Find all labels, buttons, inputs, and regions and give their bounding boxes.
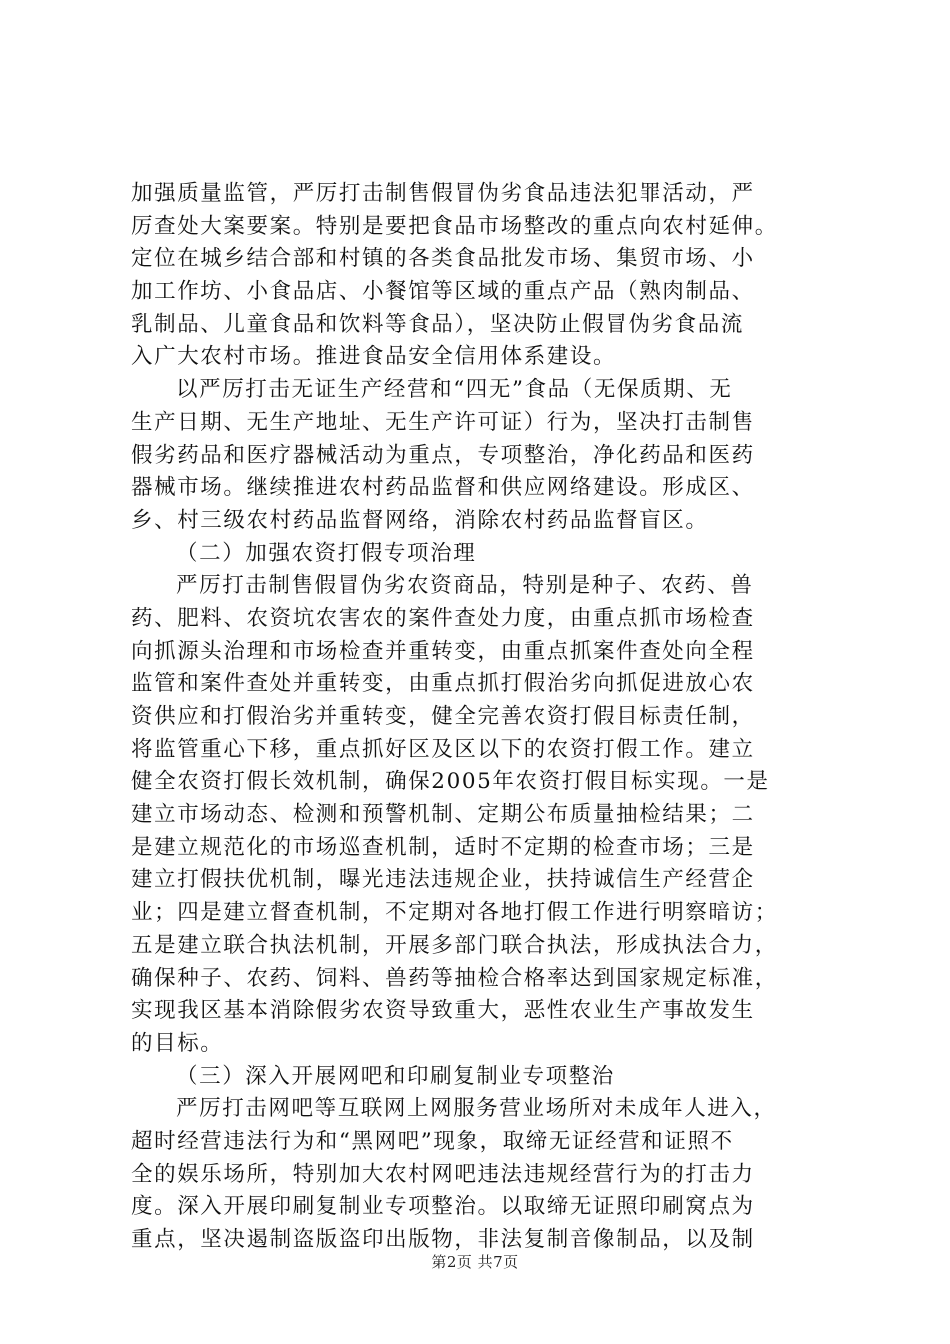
text-line: 向抓源头治理和市场检查并重转变，由重点抓案件查处向全程 — [131, 638, 755, 664]
text-line: 定位在城乡结合部和村镇的各类食品批发市场、集贸市场、小 — [131, 246, 755, 272]
text-line: 全的娱乐场所，特别加大农村网吧违法违规经营行为的打击力 — [131, 1161, 755, 1187]
text-line: 健全农资打假长效机制，确保2005年农资打假目标实现。一是 — [131, 769, 770, 795]
text-line: 入广大农村市场。推进食品安全信用体系建设。 — [131, 344, 617, 370]
text-line: 生产日期、无生产地址、无生产许可证）行为，坚决打击制售 — [131, 409, 755, 435]
text-line: 五是建立联合执法机制，开展多部门联合执法，形成执法合力， — [131, 932, 778, 958]
paragraph-first-line: 严厉打击网吧等互联网上网服务营业场所对未成年人进入， — [176, 1096, 777, 1122]
text-line: 加工作坊、小食品店、小餐馆等区域的重点产品（熟肉制品、 — [131, 279, 755, 305]
text-line: 建立市场动态、检测和预警机制、定期公布质量抽检结果；二 — [131, 802, 755, 828]
text-line: 的目标。 — [131, 1030, 224, 1056]
text-line: 假劣药品和医疗器械活动为重点，专项整治，净化药品和医药 — [131, 442, 755, 468]
text-line: 度。深入开展印刷复制业专项整治。以取缔无证照印刷窝点为 — [131, 1194, 755, 1220]
text-line: 实现我区基本消除假劣农资导致重大，恶性农业生产事故发生 — [131, 998, 755, 1024]
text-line: 监管和案件查处并重转变，由重点抓打假治劣向抓促进放心农 — [131, 671, 755, 697]
text-line: 将监管重心下移，重点抓好区及区以下的农资打假工作。建立 — [131, 736, 755, 762]
text-line: 厉查处大案要案。特别是要把食品市场整改的重点向农村延伸。 — [131, 213, 778, 239]
text-line: 资供应和打假治劣并重转变，健全完善农资打假目标责任制， — [131, 704, 755, 729]
text-line: 重点，坚决遏制盗版盗印出版物，非法复制音像制品，以及制 — [131, 1227, 755, 1252]
document-body — [131, 178, 831, 1257]
paragraph-first-line: 以严厉打击无证生产经营和“四无”食品（无保质期、无 — [176, 377, 733, 403]
text-line: 乡、村三级农村药品监督网络，消除农村药品监督盲区。 — [131, 507, 709, 533]
paragraph-first-line: 严厉打击制售假冒伪劣农资商品，特别是种子、农药、兽 — [176, 573, 754, 599]
text-line: 药、肥料、农资坑农害农的案件查处力度，由重点抓市场检查 — [131, 605, 755, 631]
text-line: 乳制品、儿童食品和饮料等食品），坚决防止假冒伪劣食品流 — [131, 311, 744, 337]
section-heading: （三）深入开展网吧和印刷复制业专项整治 — [176, 1063, 615, 1089]
text-line: 建立打假扶优机制，曝光违法违规企业，扶持诚信生产经营企 — [131, 867, 755, 893]
text-line: 加强质量监管，严厉打击制售假冒伪劣食品违法犯罪活动，严 — [131, 181, 755, 206]
section-heading: （二）加强农资打假专项治理 — [176, 540, 477, 566]
text-line: 业；四是建立督查机制，不定期对各地打假工作进行明察暗访； — [131, 900, 778, 926]
text-line: 是建立规范化的市场巡查机制，适时不定期的检查市场；三是 — [131, 834, 755, 860]
text-line: 确保种子、农药、饲料、兽药等抽检合格率达到国家规定标准， — [131, 965, 778, 991]
page-number-footer: 第2页 共7页 — [431, 1253, 519, 1271]
text-line: 超时经营违法行为和“黑网吧”现象，取缔无证经营和证照不 — [131, 1128, 734, 1154]
text-line: 器械市场。继续推进农村药品监督和供应网络建设。形成区、 — [131, 475, 755, 501]
